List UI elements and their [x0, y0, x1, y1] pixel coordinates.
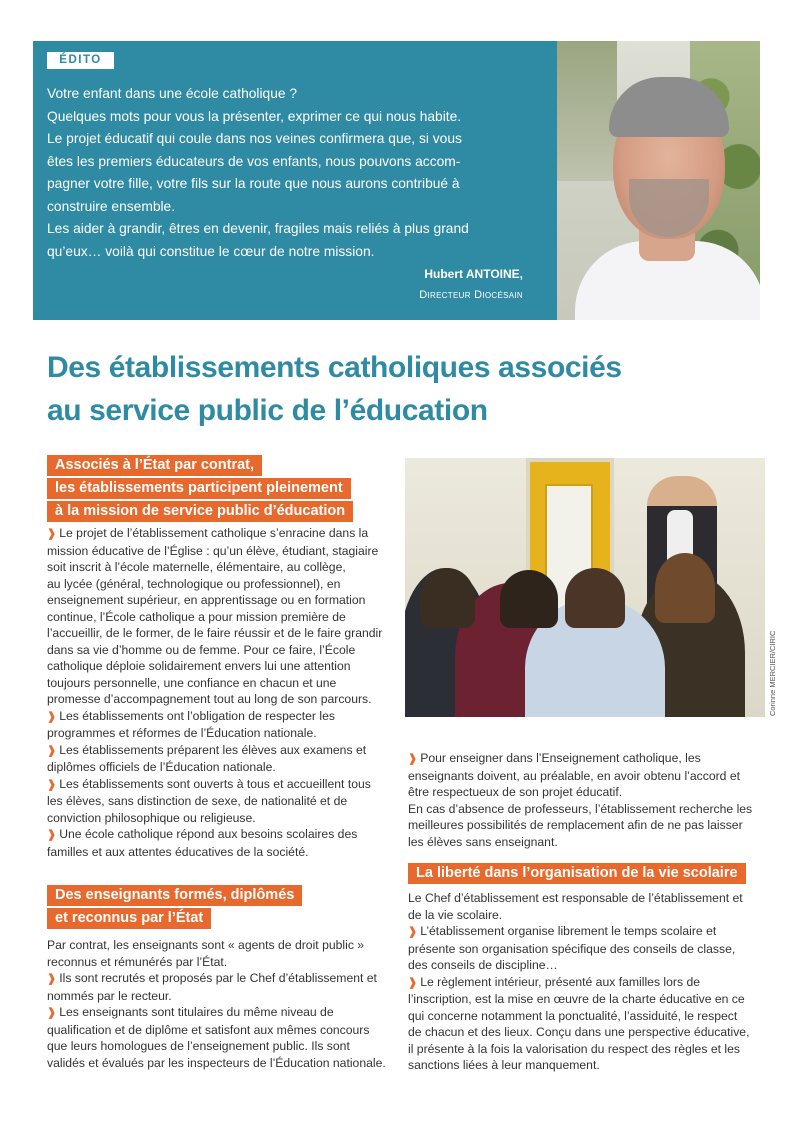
- classroom-photo: [405, 458, 765, 717]
- list-item: ❱ Les établissements sont ouverts à tous et accueillent tous les élèves, sans distinction de sexe, de nationalité et de conviction philosophique ou religieuse.: [47, 776, 371, 825]
- edito-banner: [33, 41, 760, 320]
- bullet-icon: ❱: [47, 710, 57, 723]
- photo-credit: Corinne MERCIER/CIRIC: [768, 630, 777, 716]
- section-enseignants-body: [47, 937, 386, 1071]
- bullet-icon: ❱: [47, 778, 57, 791]
- heading-line: et reconnus par l’État: [47, 908, 211, 929]
- page-title-line: au service public de l’éducation: [47, 394, 488, 427]
- bullet-icon: ❱: [47, 528, 57, 540]
- paragraph: Par contrat, les enseignants sont « agents de droit public » reconnus et rémunérés par l’État.: [47, 938, 365, 969]
- list-item: ❱ Le projet de l’établissement catholique s’enracine dans la mission éducative de l’Église : qu’un élève, étudiant, stagiaire soit inscrit à l’école maternelle, élémentaire, au collège, au lycée (général, technologique ou professionnel), en enseignement supérieur, en apprentissage ou en formation continue, l’École catholique a pour mission première de l’accueillir, de le former, de le faire réussir et de le faire grandir dans sa vie d’homme ou de femme. Pour ce faire, l’École catholique déploie solidairement envers lui une attention toujours personnelle, une confiance en chacun et une promesse d’accompagnement tout au long de son parcours.: [47, 526, 383, 706]
- bullet-icon: ❱: [47, 829, 57, 841]
- edito-line: êtes les premiers éducateurs de vos enfants, nous pouvons accom-: [47, 153, 461, 169]
- edito-text: [47, 83, 547, 263]
- list-item: ❱ Pour enseigner dans l’Enseignement catholique, les enseignants doivent, au préalable, en avoir obtenu l’accord et être respectueux de son projet éducatif.: [408, 751, 740, 799]
- bullet-icon: ❱: [47, 744, 57, 757]
- list-item: ❱ Les établissements préparent les élèves aux examens et diplômes officiels de l’Éducation nationale.: [47, 742, 367, 774]
- author-name: Hubert ANTOINE,: [424, 267, 523, 281]
- page-title-line: Des établissements catholiques associés: [47, 351, 622, 384]
- edito-line: Le projet éducatif qui coule dans nos veines confirmera que, si vous: [47, 131, 462, 146]
- list-item: ❱ Les établissements ont l’obligation de respecter les programmes et réformes de l’Éducation nationale.: [47, 708, 335, 740]
- list-item: ❱ Les enseignants sont titulaires du même niveau de qualification et de diplôme et satisfont aux mêmes concours que leurs homologues de l’enseignement public. Ils sont validés et évalués par les inspecteurs de l’Éducation nationale.: [47, 1005, 386, 1070]
- bullet-icon: ❱: [408, 753, 418, 765]
- heading-line: Des enseignants formés, diplômés: [47, 885, 302, 906]
- list-item: ❱ Une école catholique répond aux besoins scolaires des familles et aux attentes éducatives de la société.: [47, 827, 358, 859]
- edito-line: Les aider à grandir, êtres en devenir, fragiles mais reliés à plus grand: [47, 221, 469, 236]
- heading-line: La liberté dans l’organisation de la vie scolaire: [408, 863, 746, 884]
- list-item: ❱ Le règlement intérieur, présenté aux familles lors de l’inscription, est la mise en œuvre de la charte éducative en ce qui concerne notamment la ponctualité, l’assiduité, le respect de chacun et des lieux. Conçu dans une perspective éducative, il présente à la fois la valorisation du respect des règles et les sanctions liées à leur manquement.: [408, 974, 750, 1072]
- edito-line: Quelques mots pour vous la présenter, exprimer ce qui nous habite.: [47, 108, 462, 124]
- section-contrat-body: [47, 525, 382, 860]
- heading-line: Associés à l’État par contrat,: [47, 455, 262, 476]
- bullet-icon: ❱: [408, 926, 418, 938]
- section-heading-liberte: [408, 863, 746, 886]
- right-column-body: [408, 750, 752, 850]
- heading-line: à la mission de service public d’éducation: [47, 501, 353, 522]
- edito-line: pagner votre fille, votre fils sur la route que nous aurons contribué à: [47, 176, 460, 191]
- bullet-icon: ❱: [408, 976, 418, 989]
- section-liberte-body: [408, 890, 749, 1074]
- paragraph: En cas d’absence de professeurs, l’établissement recherche les meilleures possibilités de remplacement afin de ne pas laisser les élèves sans enseignant.: [408, 801, 753, 849]
- edito-line: Votre enfant dans une école catholique ?: [47, 86, 298, 101]
- director-portrait: [557, 41, 760, 320]
- paragraph: Le Chef d’établissement est responsable de l’établissement et de la vie scolaire.: [408, 891, 743, 922]
- bullet-icon: ❱: [47, 973, 57, 985]
- author-role: Directeur Diocésain: [419, 289, 523, 301]
- edito-line: qu’eux… voilà qui constitue le cœur de notre mission.: [47, 243, 375, 259]
- heading-line: les établissements participent pleinement: [47, 478, 351, 499]
- section-heading-contrat: [47, 455, 353, 524]
- edito-line: construire ensemble.: [47, 198, 176, 214]
- bullet-icon: ❱: [47, 1007, 57, 1019]
- list-item: ❱ L’établissement organise librement le temps scolaire et présente son organisation spécifique des conseils de classe, des conseils de discipline…: [408, 924, 736, 972]
- page-title: [47, 346, 747, 432]
- edito-tag: ÉDITO: [47, 52, 114, 69]
- list-item: ❱ Ils sont recrutés et proposés par le Chef d’établissement et nommés par le recteur.: [47, 971, 377, 1003]
- section-heading-enseignants: [47, 885, 302, 931]
